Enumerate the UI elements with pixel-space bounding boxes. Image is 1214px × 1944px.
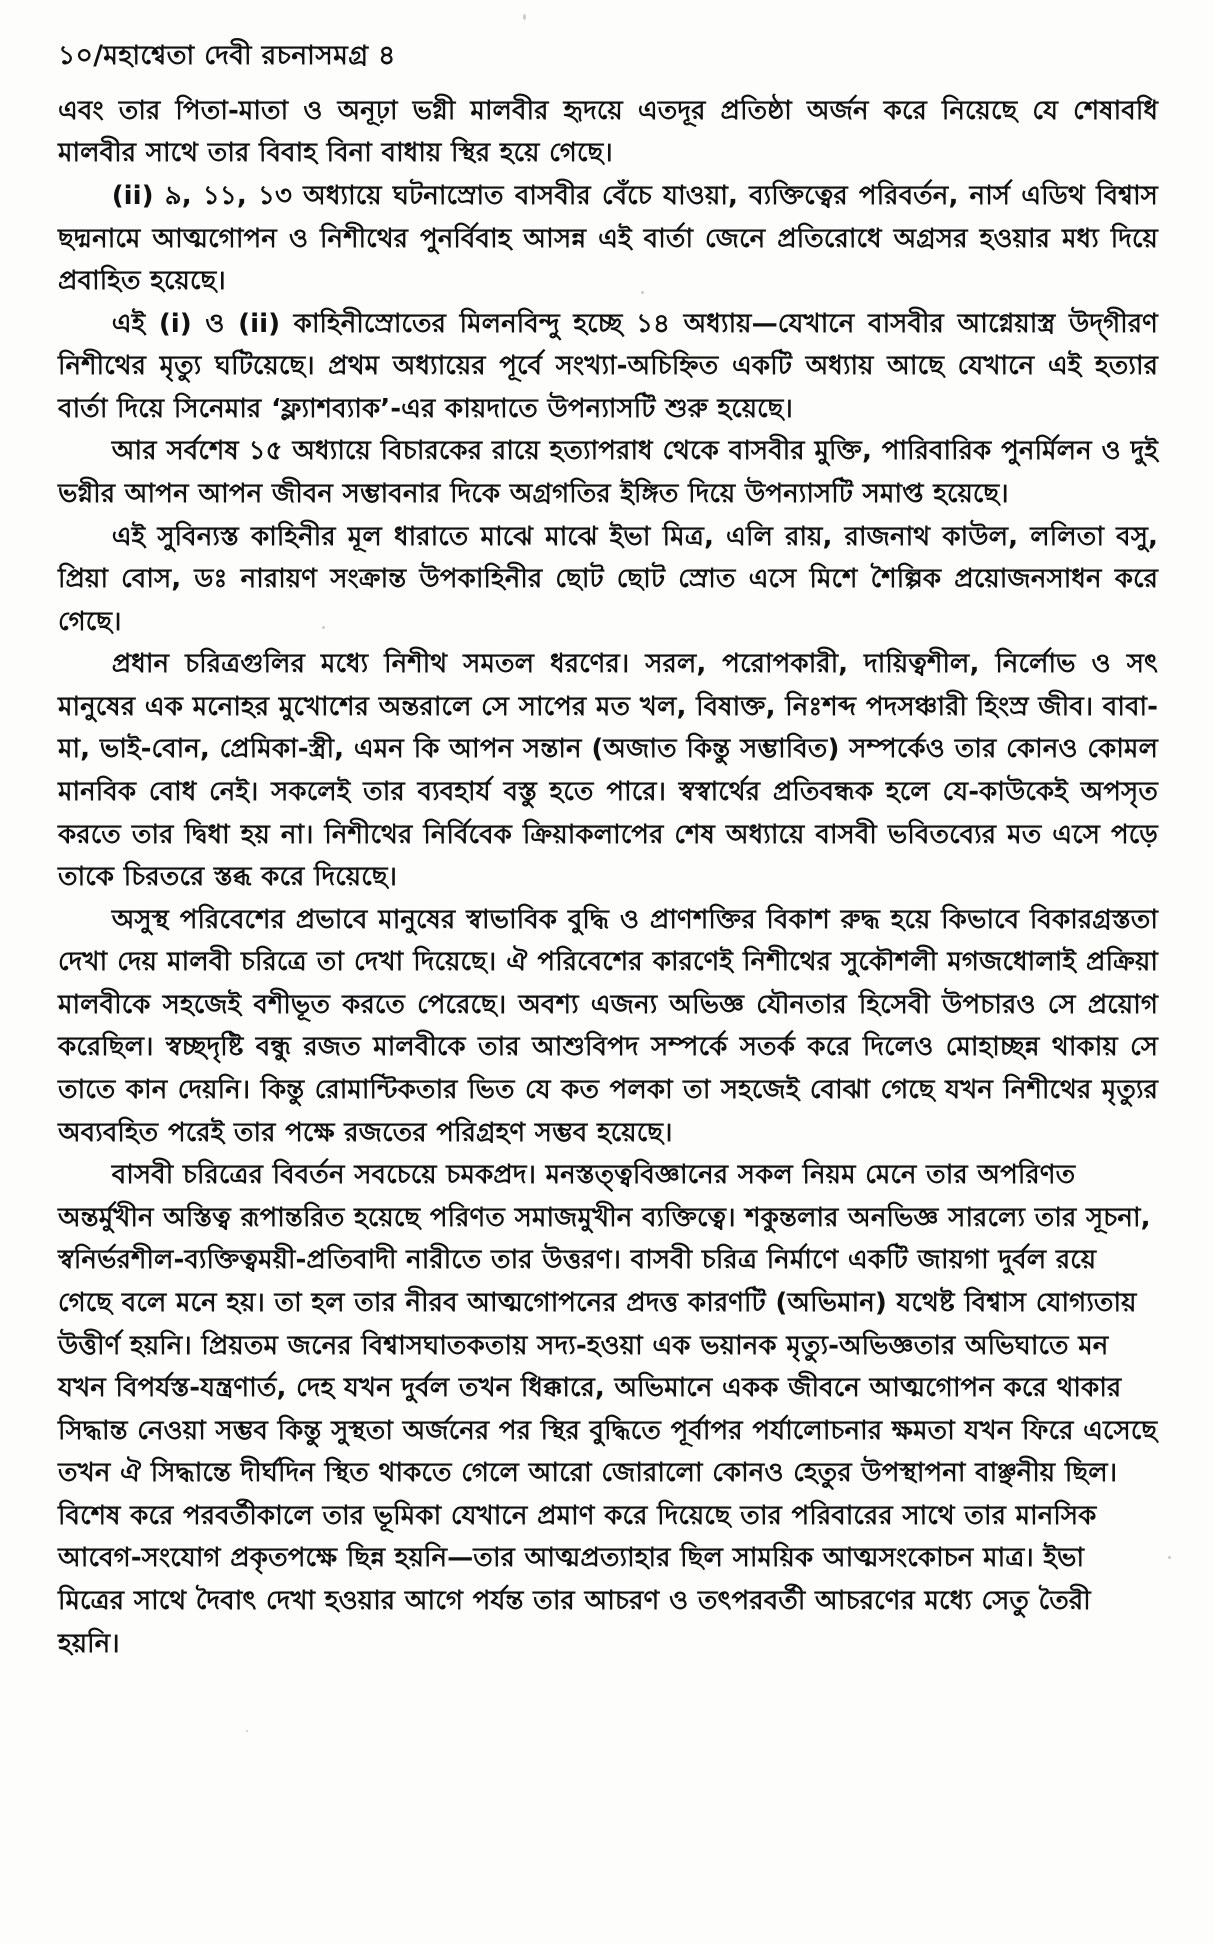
paragraph: প্রধান চরিত্রগুলির মধ্যে নিশীথ সমতল ধরণের। সরল, পরোপকারী, দায়িত্বশীল, নির্লোভ ও সৎ মানুষের এক মনোহর মুখোশের অন্তরালে সে সাপের মত খল, বিষাক্ত, নিঃশব্দ পদসঞ্চারী হিংস্র জীব। বাবা-মা, ভাই-বোন, প্রেমিকা-স্ত্রী, এমন কি আপন সন্তান (অজাত কিন্তু সম্ভাবিত) সম্পর্কেও তার কোনও কোমল মানবিক বোধ নেই। সকলেই তার ব্যবহার্য বস্তু হতে পারে। স্বস্বার্থের প্রতিবন্ধক হলে যে-কাউকেই অপসৃত করতে তার দ্বিধা হয় না। নিশীথের নির্বিবেক ক্রিয়াকলাপের শেষ অধ্যায়ে বাসবী ভবিতব্যের মত এসে পড়ে তাকে চিরতরে স্তব্ধ করে দিয়েছে। [58,649,1158,893]
body-text-block [58,90,1158,1665]
paragraph: এই সুবিন্যস্ত কাহিনীর মূল ধারাতে মাঝে মাঝে ইভা মিত্র, এলি রায়, রাজনাথ কাউল, ললিতা বসু, প্রিয়া বোস, ডঃ নারায়ণ সংক্রান্ত উপকাহিনীর ছোট ছোট স্রোত এসে মিশে শৈল্পিক প্রয়োজনসাধন করে গেছে। [58,521,1158,637]
page-content [58,38,1158,1665]
paragraph: বাসবী চরিত্রের বিবর্তন সবচেয়ে চমকপ্রদ। মনস্তত্ত্ববিজ্ঞানের সকল নিয়ম মেনে তার অপরিণত অন্তর্মুখীন অস্তিত্ব রূপান্তরিত হয়েছে পরিণত সমাজমুখীন ব্যক্তিত্বে। শকুন্তলার অনভিজ্ঞ সারল্যে তার সূচনা, স্বনির্ভরশীল-ব্যক্তিত্বময়ী-প্রতিবাদী নারীতে তার উত্তরণ। বাসবী চরিত্র নির্মাণে একটি জায়গা দুর্বল রয়ে গেছে বলে মনে হয়। তা হল তার নীরব আত্মগোপনের প্রদত্ত কারণটি (অভিমান) যথেষ্ট বিশ্বাস যোগ্যতায় উত্তীর্ণ হয়নি। প্রিয়তম জনের বিশ্বাসঘাতকতায় সদ্য-হওয়া এক ভয়ানক মৃত্যু-অভিজ্ঞতার অভিঘাতে মন যখন বিপর্যস্ত-যন্ত্রণার্ত, দেহ যখন দুর্বল তখন ধিক্কারে, অভিমানে একক জীবনে আত্মগোপন করে থাকার সিদ্ধান্ত নেওয়া সম্ভব কিন্তু সুস্থতা অর্জনের পর স্থির বুদ্ধিতে পূর্বাপর পর্যালোচনার ক্ষমতা যখন ফিরে এসেছে তখন ঐ সিদ্ধান্তে দীর্ঘদিন স্থিত থাকতে গেলে আরো জোরালো কোনও হেতুর উপস্থাপনা বাঞ্ছনীয় ছিল। বিশেষ করে পরবর্তীকালে তার ভূমিকা যেখানে প্রমাণ করে দিয়েছে তার পরিবারের সাথে তার মানসিক আবেগ-সংযোগ প্রকৃতপক্ষে ছিন্ন হয়নি—তার আত্মপ্রত্যাহার ছিল সাময়িক আত্মসংকোচন মাত্র। ইভা মিত্রের সাথে দৈবাৎ দেখা হওয়ার আগে পর্যন্ত তার আচরণ ও তৎপরবর্তী আচরণের মধ্যে সেতু তৈরী হয়নি। [58,1160,1158,1659]
scan-speck [1168,1556,1171,1559]
paragraph: এবং তার পিতা-মাতা ও অনূঢ়া ভগ্নী মালবীর হৃদয়ে এতদূর প্রতিষ্ঠা অর্জন করে নিয়েছে যে শেষাবধি মালবীর সাথে তার বিবাহ বিনা বাধায় স্থির হয়ে গেছে। [58,95,1158,169]
paragraph: অসুস্থ পরিবেশের প্রভাবে মানুষের স্বাভাবিক বুদ্ধি ও প্রাণশক্তির বিকাশ রুদ্ধ হয়ে কিভাবে বিকারগ্রস্ততা দেখা দেয় মালবী চরিত্রে তা দেখা দিয়েছে। ঐ পরিবেশের কারণেই নিশীথের সুকৌশলী মগজধোলাই প্রক্রিয়া মালবীকে সহজেই বশীভূত করতে পেরেছে। অবশ্য এজন্য অভিজ্ঞ যৌনতার হিসেবী উপচারও সে প্রয়োগ করেছিল। স্বচ্ছদৃষ্টি বন্ধু রজত মালবীকে তার আশুবিপদ সম্পর্কে সতর্ক করে দিলেও মোহাচ্ছন্ন থাকায় সে তাতে কান দেয়নি। কিন্তু রোমান্টিকতার ভিত যে কত পলকা তা সহজেই বোঝা গেছে যখন নিশীথের মৃত্যুর অব্যবহিত পরেই তার পক্ষে রজতের পরিগ্রহণ সম্ভব হয়েছে। [58,904,1158,1148]
paragraph: (ii) ৯, ১১, ১৩ অধ্যায়ে ঘটনাস্রোত বাসবীর বেঁচে যাওয়া, ব্যক্তিত্বের পরিবর্তন, নার্স এডিথ বিশ্বাস ছদ্মনামে আত্মগোপন ও নিশীথের পুনর্বিবাহ আসন্ন এই বার্তা জেনে প্রতিরোধে অগ্রসর হওয়ার মধ্য দিয়ে প্রবাহিত হয়েছে। [58,180,1158,297]
paragraph: আর সর্বশেষ ১৫ অধ্যায়ে বিচারকের রায়ে হত্যাপরাধ থেকে বাসবীর মুক্তি, পারিবারিক পুনর্মিলন ও দুই ভগ্নীর আপন আপন জীবন সম্ভাবনার দিকে অগ্রগতির ইঙ্গিত দিয়ে উপন্যাসটি সমাপ্ত হয়েছে। [58,436,1158,509]
paragraph: এই (i) ও (ii) কাহিনীস্রোতের মিলনবিন্দু হচ্ছে ১৪ অধ্যায়—যেখানে বাসবীর আগ্নেয়াস্ত্র উদ্‌গীরণ নিশীথের মৃত্যু ঘটিয়েছে। প্রথম অধ্যায়ের পূর্বে সংখ্যা-অচিহ্নিত একটি অধ্যায় আছে যেখানে এই হত্যার বার্তা দিয়ে সিনেমার ‘ফ্ল্যাশব্যাক’-এর কায়দাতে উপন্যাসটি শুরু হয়েছে। [58,308,1158,424]
scan-speck [523,14,526,20]
running-head: ১০/মহাশ্বেতা দেবী রচনাসমগ্র ৪ [58,40,396,71]
scan-speck [246,1730,248,1732]
